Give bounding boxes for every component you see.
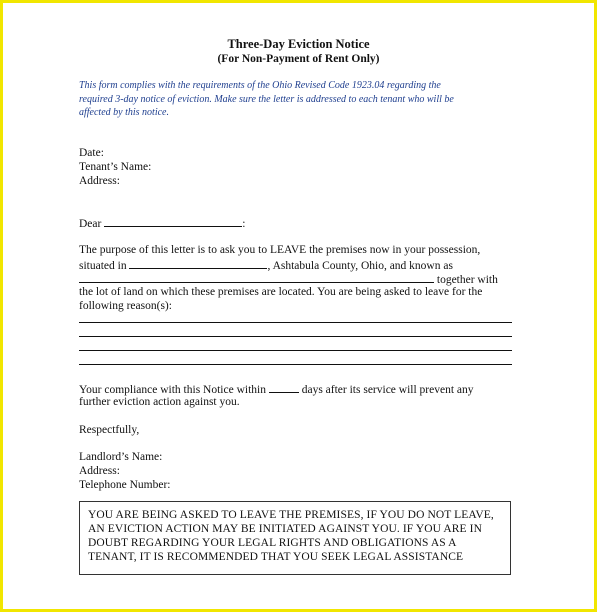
warning-line: DOUBT REGARDING YOUR LEGAL RIGHTS AND OBLIGATIONS AS A	[88, 537, 457, 549]
closing: Respectfully,	[79, 424, 140, 436]
purpose-together: together with	[434, 274, 498, 286]
tenant-name-blank[interactable]	[104, 215, 242, 227]
compliance-suffix: days after its service will prevent any	[298, 384, 474, 396]
legal-warning-box	[79, 501, 511, 575]
landlord-address-label: Address:	[79, 465, 120, 477]
warning-line: YOU ARE BEING ASKED TO LEAVE THE PREMISES, IF YOU DO NOT LEAVE,	[88, 509, 494, 521]
property-blank[interactable]	[79, 271, 434, 283]
compliance-prefix: Your compliance with this Notice within	[79, 384, 269, 396]
salutation	[79, 215, 245, 231]
intro-line: affected by this notice.	[79, 107, 169, 118]
reason-line[interactable]	[79, 350, 512, 351]
purpose-situated: situated in	[79, 260, 130, 272]
date-label: Date:	[79, 147, 104, 159]
reason-line[interactable]	[79, 364, 512, 365]
purpose-county: , Ashtabula County, Ohio, and known as	[267, 260, 453, 272]
tenant-name-label: Tenant’s Name:	[79, 161, 152, 173]
salutation-prefix: Dear	[79, 218, 105, 230]
purpose-line-5: following reason(s):	[79, 300, 172, 312]
purpose-line-1: The purpose of this letter is to ask you to LEAVE the premises now in your possession,	[79, 244, 481, 256]
city-blank[interactable]	[129, 257, 267, 269]
landlord-telephone-label: Telephone Number:	[79, 479, 171, 491]
document-subtitle: (For Non-Payment of Rent Only)	[217, 53, 380, 65]
salutation-suffix: :	[242, 218, 246, 230]
document-title: Three-Day Eviction Notice	[227, 37, 370, 51]
compliance-line-2: further eviction action against you.	[79, 396, 240, 408]
intro-note	[79, 79, 519, 120]
landlord-name-label: Landlord’s Name:	[79, 451, 163, 463]
reason-line[interactable]	[79, 336, 512, 337]
intro-line: required 3-day notice of eviction. Make sure the letter is addressed to each tenant who will be	[79, 93, 454, 105]
purpose-line-4: the lot of land on which these premises are located. You are being asked to leave for the	[79, 286, 483, 298]
intro-line: This form complies with the requirements of the Ohio Revised Code 1923.04 regarding the	[79, 80, 441, 91]
reason-line[interactable]	[79, 322, 512, 323]
days-blank[interactable]	[269, 381, 299, 393]
warning-line: TENANT, IT IS RECOMMENDED THAT YOU SEEK LEGAL ASSISTANCE	[88, 551, 464, 563]
tenant-address-label: Address:	[79, 175, 120, 187]
warning-line: AN EVICTION ACTION MAY BE INITIATED AGAINST YOU. IF YOU ARE IN	[88, 523, 482, 535]
